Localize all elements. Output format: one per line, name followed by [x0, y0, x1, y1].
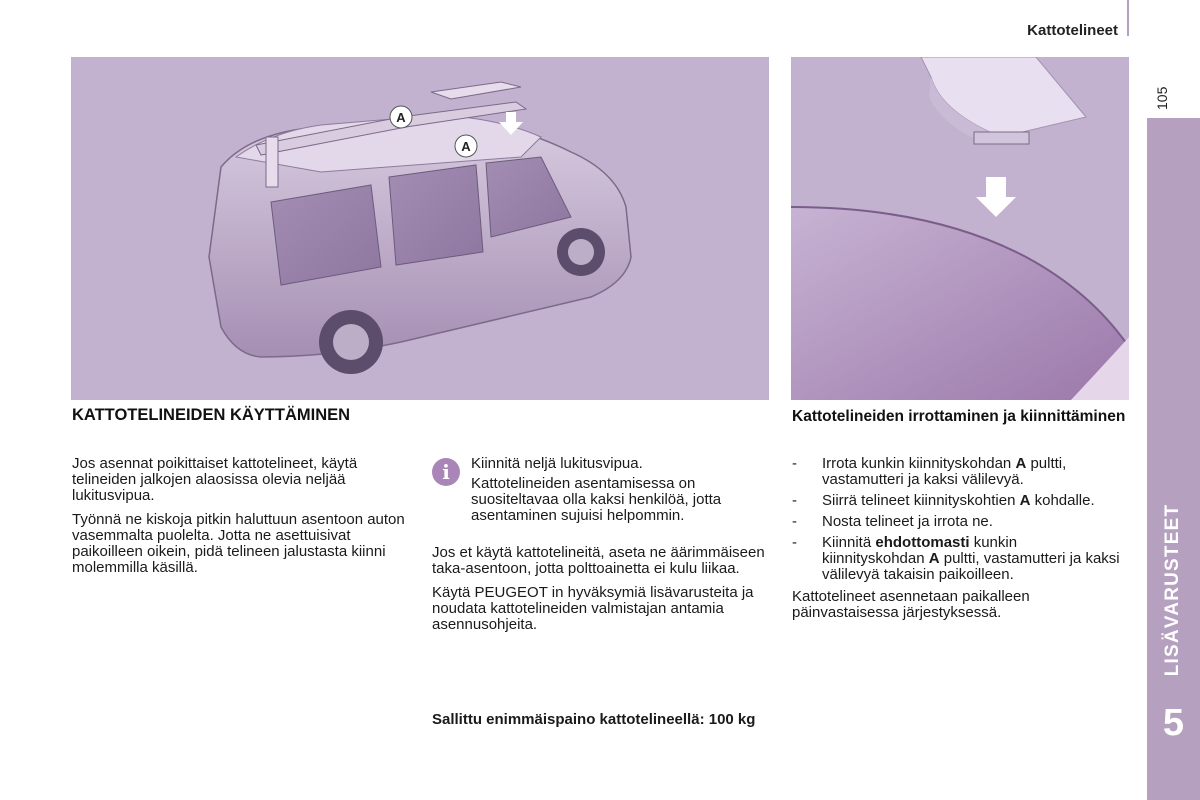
list-dash: -: [792, 492, 797, 509]
list-item: [792, 514, 1122, 530]
step-text-bold: A: [928, 550, 940, 567]
step-text: Nosta telineet ja irrota ne.: [822, 513, 993, 530]
page-number: 105: [1154, 86, 1170, 110]
page-header-title: Kattotelineet: [1027, 22, 1118, 39]
van-roof-bars-illustration: [71, 57, 769, 400]
header-divider: [1127, 0, 1129, 36]
step-text-bold: ehdottomasti: [875, 534, 970, 551]
paragraph: Kiinnitä neljä lukitusvipua.: [471, 455, 643, 472]
chapter-side-tab: [1147, 118, 1200, 800]
right-column: [792, 456, 1122, 629]
list-item: [792, 535, 1122, 583]
paragraph: Jos asennat poikittaiset kattotelineet, käytä telineiden jalkojen alaosissa olevia neljää lukitusvipua.: [72, 455, 358, 504]
paragraph: Käytä PEUGEOT in hyväksymiä lisävarusteita ja noudata kattotelineiden valmistajan antamia asennusohjeita.: [432, 584, 754, 633]
paragraph: Työnnä ne kiskoja pitkin haluttuun asentoon auton vasemmalta puolelta. Jotta ne asettuisivat paikoilleen oikein, pidä telineen jalustasta kiinni molemmilla käsillä.: [72, 511, 405, 576]
paragraph: Kattotelineet asennetaan paikalleen päinvastaisessa järjestyksessä.: [792, 588, 1030, 621]
chapter-number: 5: [1162, 702, 1185, 744]
list-dash: -: [792, 534, 797, 551]
left-column: [72, 456, 412, 584]
step-text: kunkin kiinnityskohdan: [822, 534, 1018, 567]
list-dash: -: [792, 513, 797, 530]
chapter-label-text: LISÄVARUSTEET: [1162, 503, 1183, 677]
callout-a-upper: A: [396, 110, 406, 125]
section-heading-usage: KATTOTELINEIDEN KÄYTTÄMINEN: [72, 406, 351, 424]
removal-steps-list: [792, 456, 1122, 583]
step-text: pultti, vastamutteri ja kaksi välilevyä takaisin paikoilleen.: [822, 550, 1120, 583]
step-text: Siirrä telineet kiinnityskohtien: [822, 492, 1020, 509]
step-text: Kiinnitä: [822, 534, 876, 551]
step-text-bold: A: [1015, 455, 1027, 472]
info-note-text: [471, 456, 771, 528]
list-item: [792, 493, 1122, 509]
paragraph: Kattotelineiden asentamisessa on suositeltavaa olla kaksi henkilöä, jotta asentaminen sujuisi helpommin.: [471, 475, 722, 524]
max-load-note: Sallittu enimmäispaino kattotelineellä: 100 kg: [432, 711, 756, 728]
step-text-bold: A: [1019, 492, 1031, 509]
callout-a-lower: A: [461, 139, 471, 154]
list-dash: -: [792, 455, 797, 472]
step-text: kohdalle.: [1030, 492, 1095, 509]
middle-column: [432, 545, 772, 641]
paragraph: Jos et käytä kattotelineitä, aseta ne äärimmäiseen taka-asentoon, jotta polttoainetta ei kulu liikaa.: [432, 544, 765, 577]
list-item: [792, 456, 1122, 488]
roof-mount-detail-illustration: [791, 57, 1129, 400]
info-icon: i: [432, 458, 460, 486]
step-text: pultti, vastamutteri ja kaksi välilevyä.: [822, 455, 1067, 488]
step-text: Irrota kunkin kiinnityskohdan: [822, 455, 1016, 472]
section-heading-removal: Kattotelineiden irrottaminen ja kiinnittäminen: [792, 408, 1126, 425]
